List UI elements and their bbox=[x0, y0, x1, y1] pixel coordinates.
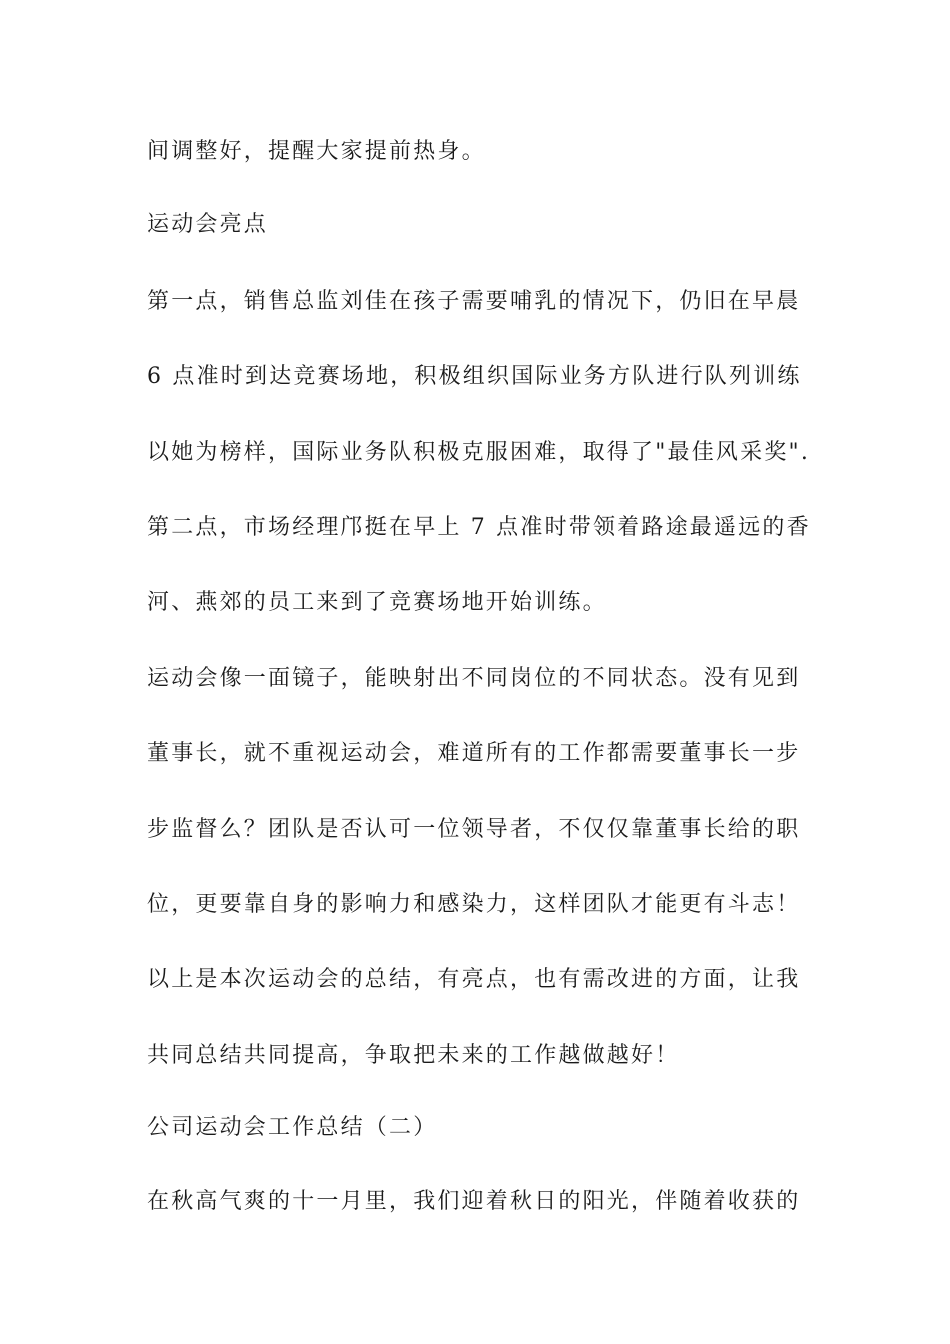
text-line: 在秋高气爽的十一月里，我们迎着秋日的阳光，伴随着收获的 bbox=[147, 1189, 801, 1214]
text-line: 河、燕郊的员工来到了竞赛场地开始训练。 bbox=[147, 590, 607, 615]
section-heading: 运动会亮点 bbox=[147, 212, 269, 237]
text-line: 以她为榜样，国际业务队积极克服困难，取得了"最佳风采奖". bbox=[147, 440, 811, 465]
text-line: 以上是本次运动会的总结，有亮点，也有需改进的方面，让我 bbox=[147, 967, 801, 992]
text-line: 位，更要靠自身的影响力和感染力，这样团队才能更有斗志！ bbox=[147, 892, 801, 917]
text-line: 第一点，销售总监刘佳在孩子需要哺乳的情况下，仍旧在早晨 bbox=[147, 289, 801, 314]
text-line: 6 点准时到达竞赛场地，积极组织国际业务方队进行队列训练 bbox=[147, 364, 802, 389]
text-line: 董事长，就不重视运动会，难道所有的工作都需要董事长一步 bbox=[147, 741, 801, 766]
text-line: 间调整好，提醒大家提前热身。 bbox=[147, 139, 486, 164]
text-line: 运动会像一面镜子，能映射出不同岗位的不同状态。没有见到 bbox=[147, 666, 801, 691]
text-line: 第二点，市场经理邝挺在早上 7 点准时带领着路途最遥远的香 bbox=[147, 515, 811, 540]
text-line: 步监督么？团队是否认可一位领导者，不仅仅靠董事长给的职 bbox=[147, 817, 801, 842]
text-line: 共同总结共同提高，争取把未来的工作越做越好！ bbox=[147, 1043, 680, 1068]
section-heading: 公司运动会工作总结（二） bbox=[147, 1115, 438, 1140]
